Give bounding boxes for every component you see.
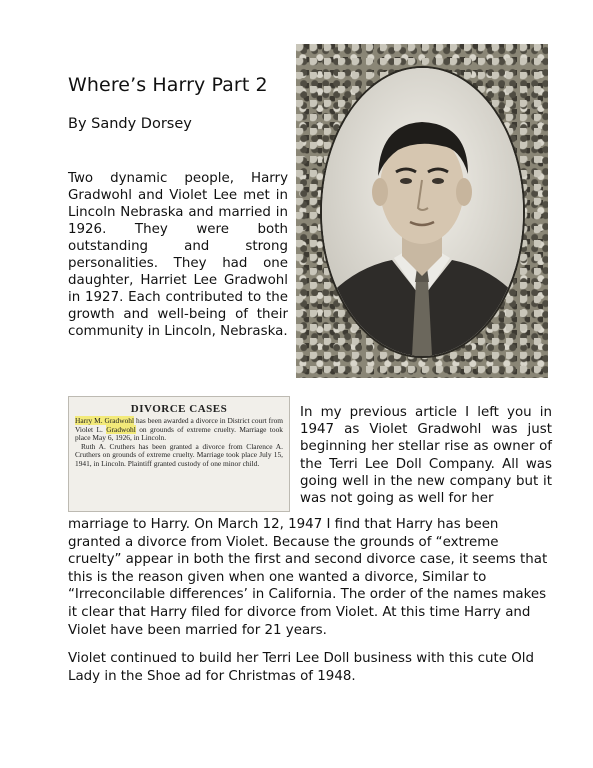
clipping-highlight-name: Harry M. Gradwohl [75, 416, 135, 425]
article-title: Where’s Harry Part 2 [68, 74, 268, 96]
newspaper-clipping [68, 396, 290, 512]
clipping-text: Ruth A. Cruthers has been granted a divorce from Clarence A. Cruthers on grounds of extreme cruelty. Marriage took place July 15, 1941, in Lincoln. Plaintiff granted custody of one minor child. [75, 441, 283, 468]
article-byline: By Sandy Dorsey [68, 116, 192, 132]
clipping-heading: DIVORCE CASES [130, 403, 228, 415]
portrait-of-man [322, 68, 523, 356]
portrait-oval-frame [320, 66, 525, 358]
clipping-highlight-name: Gradwohl [106, 424, 136, 434]
clipping-text: has been awarded a divorce in District court from Violet L. [75, 416, 284, 434]
paragraph-doll-business: Violet continued to build her Terri Lee Doll business with this cute Old Lady in the Shoe ad for Christmas of 1948. [68, 651, 534, 684]
portrait-photo [296, 44, 548, 378]
clipping-text: on grounds of extreme cruelty. Marriage took place May 6, 1926, in Lincoln. [75, 424, 283, 443]
intro-paragraph: Two dynamic people, Harry Gradwohl and Violet Lee met in Lincoln Nebraska and married in 1926. They were both outstanding and strong personalities. They had one daughter, Harriet Lee Gradwohl in 1927. Each contributed to the growth and well-being of their community in Lincoln, Nebraska. [68, 171, 288, 339]
clipping-body [75, 417, 283, 469]
paragraph-wrap: In my previous article I left you in 1947 as Violet Gradwohl was just beginning her stellar rise as owner of the Terri Lee Doll Company. All was going well in the new company but it was not going as well for her [300, 405, 552, 507]
paragraph-divorce: marriage to Harry. On March 12, 1947 I find that Harry has been granted a divorce from Violet. Because the grounds of “extreme cruelty” appear in both the first and second divorce case, it seems that this is the reason given when one wanted a divorce, Similar to “Irreconcilable differences’ in California. The order of the names makes it clear that Harry filed for divorce from Violet. At this time Harry and Violet have been married for 21 years. [68, 517, 548, 638]
